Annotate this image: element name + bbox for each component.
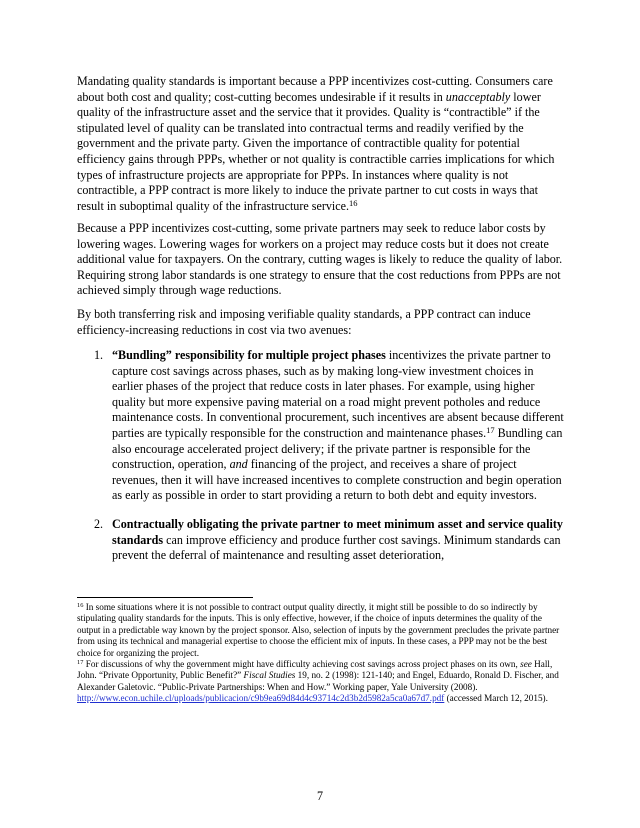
list-text-part1: incentivizes the private partner to capture cost savings across phases, such as by making long-view investment choices in earlier phases of the project that reduce costs in later phases. For example, using higher quality but more expensive paving material on a road might prevent potholes and reduce maintenance costs. In conventional procurement, such incentives are absent because different parties are typically responsible for the construction and maintenance phases. — [112, 348, 564, 440]
footnote-accessed-date: (accessed March 12, 2015). — [444, 693, 548, 704]
footnote-url-link[interactable]: http://www.econ.uchile.cl/uploads/publicacion/c9b9ea69d84d4c93714c2d3b2d5982a5ca0a67d7.pdf — [77, 693, 445, 704]
paragraph-labor-standards: Because a PPP incentivizes cost-cutting, some private partners may seek to reduce labor costs by lowering wages. Lowering wages for workers on a project may reduce costs but it does not create additional value for taxpayers. On the contrary, cutting wages is likely to reduce the quality of labor. Requiring strong labor standards is one strategy to ensure that the cost reductions from PPPs are not achieved simply through wage reductions. — [77, 221, 563, 298]
list-item-text — [112, 348, 564, 504]
footnote-17 — [77, 659, 565, 705]
footnote-text-part3: 19, no. 2 (1998): 121-140; and Engel, Eduardo, Ronald D. Fischer, and Alexander Galetovic. “Public-Private Partnerships: When and How.” Working paper, Yale University (2008). — [77, 670, 559, 692]
paragraph-quality-standards — [77, 74, 565, 214]
paragraph-two-avenues: By both transferring risk and imposing verifiable quality standards, a PPP contract can induce efficiency-increasing reductions in cost via two avenues: — [77, 307, 531, 337]
footnote-number: 16 — [77, 602, 84, 610]
page-number: 7 — [316, 789, 324, 803]
footnote-italic-see: see — [520, 659, 532, 670]
list-item-heading: “Bundling” responsibility for multiple project phases — [112, 348, 386, 362]
p1-text-part2: lower quality of the infrastructure asset and the service that it provides. Quality is “contractible” if the stipulated level of quality can be translated into contractual terms and readily verified by the government and the private party. Given the importance of contractible quality for potential efficiency gains through PPPs, whether or not quality is contractible carries implications for which types of infrastructure projects are appropriate for PPPs. In instances where quality is not contractible, a PPP contract is more likely to induce the private partner to cut costs in ways that result in suboptimal quality of the infrastructure service. — [77, 89, 555, 213]
list-item-heading: Contractually obligating the private partner to meet minimum asset and service quality standards — [112, 517, 563, 547]
footnote-separator — [77, 597, 253, 598]
p1-italic-unacceptably: unacceptably — [445, 89, 511, 104]
footnote-journal-title: Fiscal Studies — [243, 670, 296, 681]
list-italic-and: and — [229, 457, 248, 472]
list-text-part2: Bundling can also encourage accelerated project delivery; if the private partner is responsible for the construction, operation, — [112, 425, 563, 472]
list-text-part3: financing of the project, and receives a share of project revenues, then it will have increased incentives to complete construction and begin operation as early as possible in order to start providing a return to both debt and equity investors. — [112, 457, 562, 503]
list-item-quality-obligations — [94, 517, 564, 564]
footnote-16 — [77, 602, 565, 659]
p1-text-part1: Mandating quality standards is important because a PPP incentivizes cost-cutting. Consumers care about both cost and quality; cost-cutting becomes undesirable if it results in — [77, 74, 553, 104]
list-number: 1. — [94, 348, 104, 362]
footnote-ref-16[interactable]: 16 — [349, 197, 358, 208]
footnote-text-part1: For discussions of why the government might have difficulty achieving cost savings across project phases on its own, — [83, 659, 521, 670]
footnotes-section — [77, 602, 565, 705]
footnote-text: In some situations where it is not possible to contract output quality directly, it might still be possible to do so indirectly by stipulating quality standards for the inputs. This is only effective, however, if the choice of inputs determines the quality of the output in a predictable way known by the project sponsor. Also, selection of inputs by the government precludes the private partner from using its technical and managerial expertise to choose the efficient mix of inputs. In these cases, a PPP may not be the best choice for organizing the project. — [77, 602, 560, 658]
list-text-part1: can improve efficiency and produce further cost savings. Minimum standards can prevent the deferral of maintenance and resulting asset deterioration, — [112, 532, 561, 563]
footnote-ref-17[interactable]: 17 — [486, 425, 495, 436]
list-number: 2. — [94, 517, 104, 531]
footnote-text-part2: Hall, John. “Private Opportunity, Public Benefit?” — [77, 659, 553, 681]
list-item-text — [112, 517, 564, 564]
list-item-bundling — [94, 348, 564, 504]
footnote-number: 17 — [77, 659, 84, 667]
